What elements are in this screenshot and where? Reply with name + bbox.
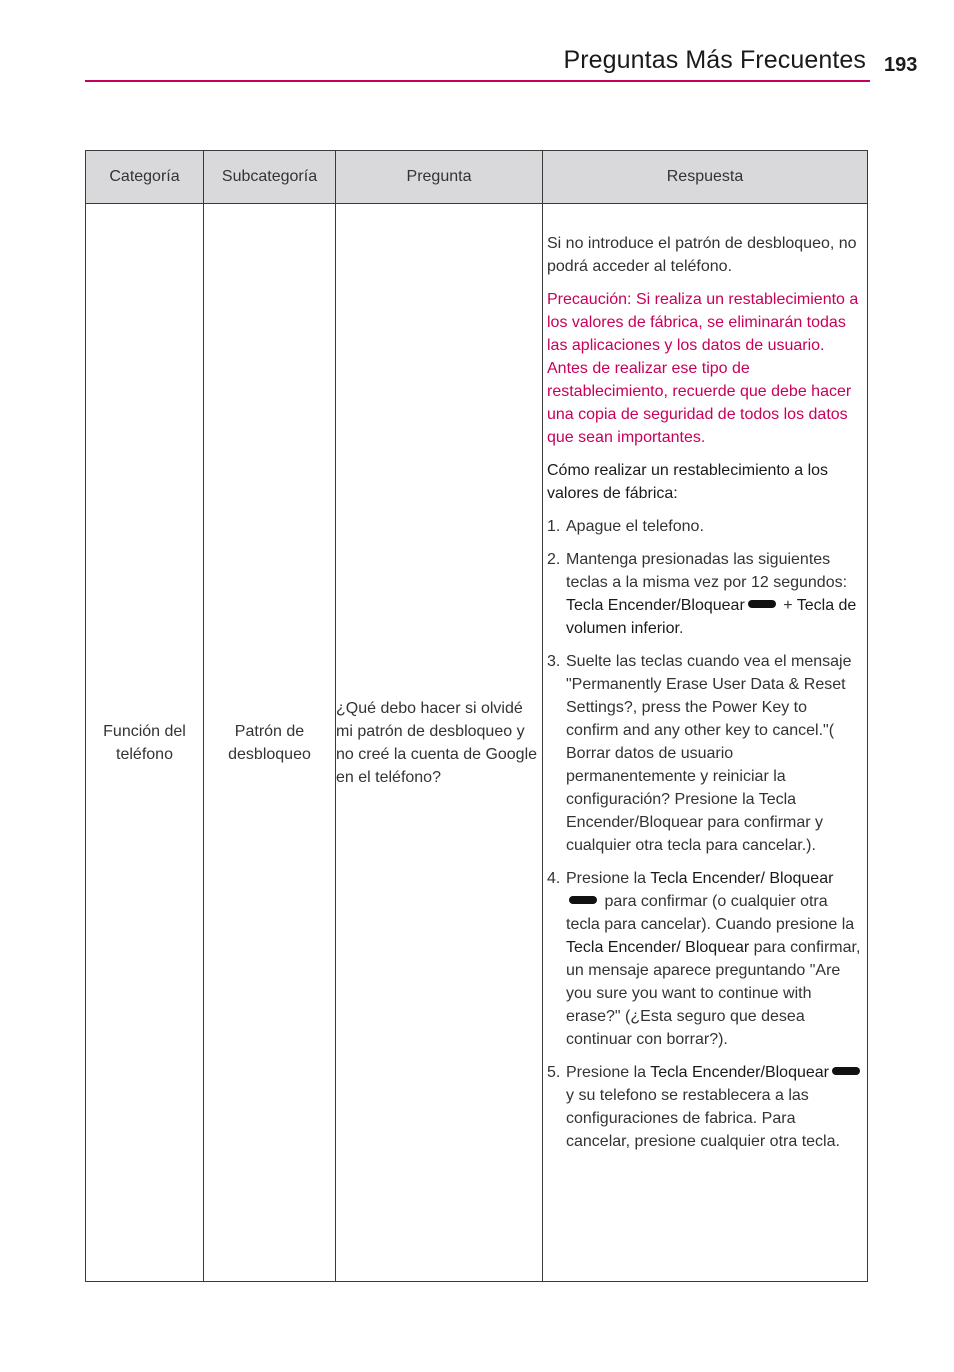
list-item [547, 548, 863, 640]
page-title: Preguntas Más Frecuentes [563, 46, 866, 74]
answer-intro: Si no introduce el patrón de desbloqueo, no podrá acceder al teléfono. [547, 235, 857, 275]
subcategory-text: Patrón de desbloqueo [228, 722, 311, 763]
question-cell [336, 204, 543, 1282]
step-number: 3. [547, 653, 561, 670]
category-cell [86, 204, 204, 1282]
step-text: Apague el telefono. [566, 518, 704, 535]
power-lock-key-label: Tecla Encender/Bloquear [650, 1064, 829, 1081]
power-key-icon [832, 1067, 860, 1075]
column-header-subcategory: Subcategoría [204, 151, 336, 204]
power-key-icon [748, 600, 776, 608]
reset-instructions-title: Cómo realizar un restablecimiento a los valores de fábrica: [547, 462, 829, 502]
column-header-category: Categoría [86, 151, 204, 204]
step-text: Presione la [566, 1064, 651, 1081]
power-lock-key-label: Tecla Encender/Bloquear [566, 597, 745, 614]
step-text: para confirmar, un mensaje aparece preguntando "Are you sure you want to continue with erase?" (¿Esta seguro que desea continuar con borrar?). [566, 939, 861, 1048]
step-number: 4. [547, 870, 561, 887]
subcategory-cell [204, 204, 336, 1282]
step-text: Mantenga presionadas las siguientes teclas a la misma vez por 12 segundos: [566, 551, 848, 591]
question-text: ¿Qué debo hacer si olvidé mi patrón de desbloqueo y no creé la cuenta de Google en el teléfono? [336, 699, 538, 786]
volume-down-key-label: Tecla de volumen inferior [566, 597, 857, 637]
faq-table [85, 150, 868, 1282]
column-header-question: Pregunta [336, 151, 543, 204]
step-text: . [678, 620, 684, 637]
power-lock-key-label: Tecla Encender/ Bloquear [566, 939, 750, 956]
header-divider [85, 80, 870, 82]
answer-cell [543, 204, 868, 1282]
list-item [547, 867, 863, 1051]
caution-note: Precaución: Si realiza un restablecimiento a los valores de fábrica, se eliminarán todas las aplicaciones y los datos de usuario. Antes de realizar ese tipo de restablecimiento, recuerde que debe hacer una copia de seguridad de todos los datos que sean importantes. [547, 291, 859, 446]
step-number: 5. [547, 1064, 561, 1081]
step-text: Presione la [566, 870, 651, 887]
step-number: 1. [547, 518, 561, 535]
category-text: Función del teléfono [103, 722, 186, 763]
step-text: + [778, 597, 797, 614]
column-header-answer: Respuesta [543, 151, 868, 204]
table-row [86, 204, 868, 1282]
step-text: Suelte las teclas cuando vea el mensaje "Permanently Erase User Data & Reset Settings?, press the Power Key to confirm and any other key to cancel."( Borrar datos de usuario permanentemente y reiniciar la configuración? Presione la Tecla Encender/Bloquear para confirmar y cualquier otra tecla para cancelar.). [566, 653, 852, 854]
list-item [547, 515, 863, 538]
step-text: y su telefono se restablecera a las configuraciones de fabrica. Para cancelar, presione cualquier otra tecla. [566, 1087, 840, 1150]
step-text: para confirmar (o cualquier otra tecla para cancelar). Cuando presione la [566, 893, 855, 933]
power-key-icon [569, 896, 597, 904]
page-number: 193 [884, 54, 918, 76]
reset-steps-list [547, 515, 863, 1153]
power-lock-key-label: Tecla Encender/ Bloquear [650, 870, 834, 887]
list-item [547, 1061, 863, 1153]
list-item [547, 650, 863, 857]
table-header-row [86, 151, 868, 204]
step-number: 2. [547, 551, 561, 568]
